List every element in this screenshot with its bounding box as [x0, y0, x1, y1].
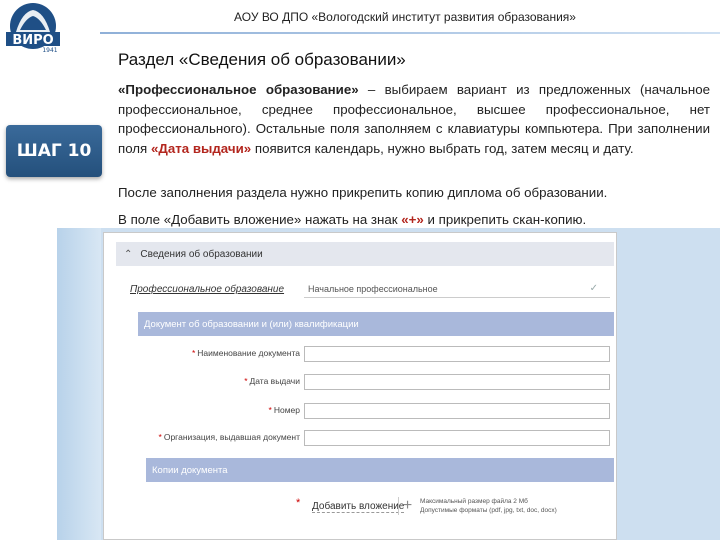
- term-issue-date: «Дата выдачи»: [150, 140, 252, 156]
- number-input[interactable]: [304, 403, 610, 419]
- p3-text-a: В поле «Добавить вложение» нажать на знак: [118, 212, 402, 227]
- add-attachment-label[interactable]: Добавить вложение: [312, 501, 405, 512]
- education-select-value: Начальное профессиональное: [308, 284, 438, 294]
- hint-max-size: Максимальный размер файла 2 Мб: [420, 498, 528, 505]
- copies-section-header: Копии документа: [146, 458, 614, 482]
- logo-text: ВИРО: [12, 33, 54, 48]
- required-asterisk: *: [296, 497, 301, 509]
- term-professional-education: «Профессиональное образование»: [118, 82, 359, 97]
- p1-tail: появится календарь, нужно выбрать год, затем месяц и дату.: [251, 140, 634, 156]
- field-label: Дата выдачи: [249, 376, 300, 386]
- plus-sign-term: «+»: [401, 212, 424, 227]
- field-label: Организация, выдавшая документ: [163, 432, 300, 442]
- p1-text: – выбираем вариант из предложенных (начальное профессиональное, среднее профессиональное, высшее профессиональное, нет профессионального). Остальные поля заполняем с клавиатуры компьютера. При заполнении поля: [118, 82, 710, 156]
- chevron-up-icon: ⌃: [124, 248, 133, 260]
- field-label: Номер: [273, 405, 300, 415]
- document-section-header: Документ об образовании и (или) квалификации: [138, 312, 614, 336]
- instruction-paragraph-3: [118, 210, 710, 230]
- education-section-title: Сведения об образовании: [140, 248, 263, 260]
- field-number: * Номер: [150, 403, 610, 419]
- header-divider: [100, 32, 720, 34]
- step-badge: ШАГ 10: [6, 125, 102, 177]
- issue-date-input[interactable]: [304, 374, 610, 390]
- issuing-organization-input[interactable]: [304, 430, 610, 446]
- education-section-header[interactable]: [116, 242, 614, 266]
- education-select[interactable]: [304, 282, 610, 298]
- viro-logo: [2, 2, 64, 54]
- attachment-hint: [420, 497, 620, 515]
- logo-year: 1941: [42, 47, 58, 54]
- institute-title: АОУ ВО ДПО «Вологодский институт развития образования»: [234, 10, 576, 24]
- instruction-paragraph-1: [118, 80, 710, 158]
- field-issuing-organization: * Организация, выдавшая документ: [150, 430, 610, 446]
- field-document-name: * Наименование документа: [150, 346, 610, 362]
- section-title: Раздел «Сведения об образовании»: [118, 50, 406, 69]
- p3-text-b: и прикрепить скан-копию.: [423, 212, 587, 227]
- education-label: Профессиональное образование: [130, 284, 285, 295]
- education-row: [130, 282, 610, 300]
- field-issue-date: * Дата выдачи: [150, 374, 610, 390]
- add-attachment-plus-icon[interactable]: +: [398, 497, 416, 515]
- check-icon: ✓: [589, 283, 598, 294]
- hint-formats: Допустимые форматы (pdf, jpg, txt, doc, docx): [420, 507, 557, 514]
- field-label: Наименование документа: [197, 348, 300, 358]
- attachment-row: [290, 497, 620, 521]
- document-name-input[interactable]: [304, 346, 610, 362]
- instruction-paragraph-2: После заполнения раздела нужно прикрепить копию диплома об образовании.: [118, 185, 608, 200]
